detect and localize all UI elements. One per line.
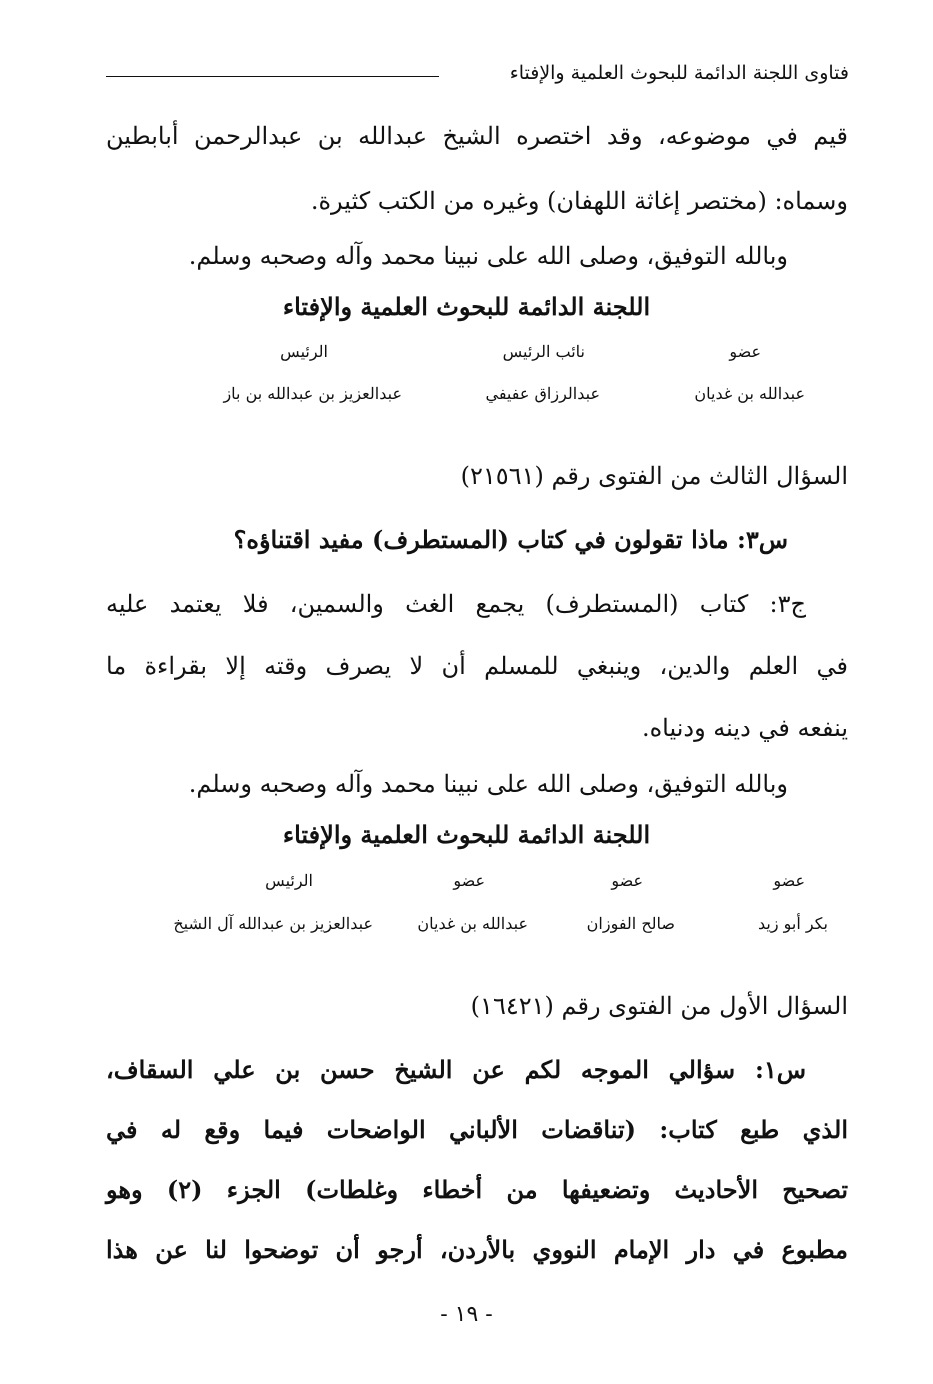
- section2-heading: السؤال الثالث من الفتوى رقم (٢١٥٦١): [460, 462, 848, 490]
- section2-committee-title: اللجنة الدائمة للبحوث العلمية والإفتاء: [282, 820, 651, 849]
- section3-question-line4: مطبوع في دار الإمام النووي بالأردن، أرجو أن توضحوا لنا عن هذا: [106, 1235, 848, 1264]
- section2-role-chair: الرئيس: [265, 871, 313, 890]
- page-number: - ١٩ -: [440, 1302, 493, 1327]
- section2-answer-line1: ج٣: كتاب (المستطرف) يجمع الغث والسمين، فلا يعتمد عليه: [106, 590, 806, 618]
- section2-role-member-3: عضو: [453, 871, 485, 890]
- section1-role-member: عضو: [729, 342, 761, 361]
- section3-question-line2: الذي طبع كتاب: (تناقضات الألباني الواضحات فيما وقع له في: [106, 1115, 848, 1144]
- section2-role-member-2: عضو: [611, 871, 643, 890]
- section1-role-deputy: نائب الرئيس: [502, 342, 585, 361]
- section2-answer-line2: في العلم والدين، وينبغي للمسلم أن لا يصرف وقته إلا بقراءة ما: [106, 652, 848, 680]
- section2-name-member-3: عبدالله بن غديان: [417, 914, 528, 933]
- running-header: [106, 62, 849, 96]
- section1-name-deputy: عبدالرزاق عفيفي: [485, 384, 600, 403]
- section1-line2: وسماه: (مختصر إغاثة اللهفان) وغيره من الكتب كثيرة.: [310, 187, 848, 215]
- header-title: فتاوى اللجنة الدائمة للبحوث العلمية والإفتاء: [509, 62, 849, 84]
- section1-committee-title: اللجنة الدائمة للبحوث العلمية والإفتاء: [282, 292, 651, 321]
- section2-answer-line3: ينفعه في دينه ودنياه.: [641, 714, 848, 742]
- section1-closing: وبالله التوفيق، وصلى الله على نبينا محمد وآله وصحبه وسلم.: [188, 242, 788, 270]
- section3-question-line3: تصحيح الأحاديث وتضعيفها من أخطاء وغلطات) الجزء (٢) وهو: [106, 1175, 848, 1204]
- section1-name-member: عبدالله بن غديان: [694, 384, 805, 403]
- section1-line1: قيم في موضوعه، وقد اختصره الشيخ عبدالله بن عبدالرحمن أبابطين: [106, 122, 848, 150]
- section3-heading: السؤال الأول من الفتوى رقم (١٦٤٢١): [470, 992, 848, 1020]
- section2-name-member-1: بكر أبو زيد: [757, 914, 828, 933]
- section2-closing: وبالله التوفيق، وصلى الله على نبينا محمد وآله وصحبه وسلم.: [188, 770, 788, 798]
- section2-role-member-1: عضو: [773, 871, 805, 890]
- section2-name-member-2: صالح الفوزان: [586, 914, 675, 933]
- section1-name-chair: عبدالعزيز بن عبدالله بن باز: [223, 384, 402, 403]
- section2-question: س٣: ماذا تقولون في كتاب (المستطرف) مفيد اقتناؤه؟: [233, 525, 788, 554]
- section1-role-chair: الرئيس: [280, 342, 328, 361]
- section2-name-chair: عبدالعزيز بن عبدالله آل الشيخ: [173, 914, 373, 933]
- header-rule: [106, 76, 439, 77]
- section3-question-line1: س١: سؤالي الموجه لكم عن الشيخ حسن بن علي السقاف،: [106, 1055, 806, 1084]
